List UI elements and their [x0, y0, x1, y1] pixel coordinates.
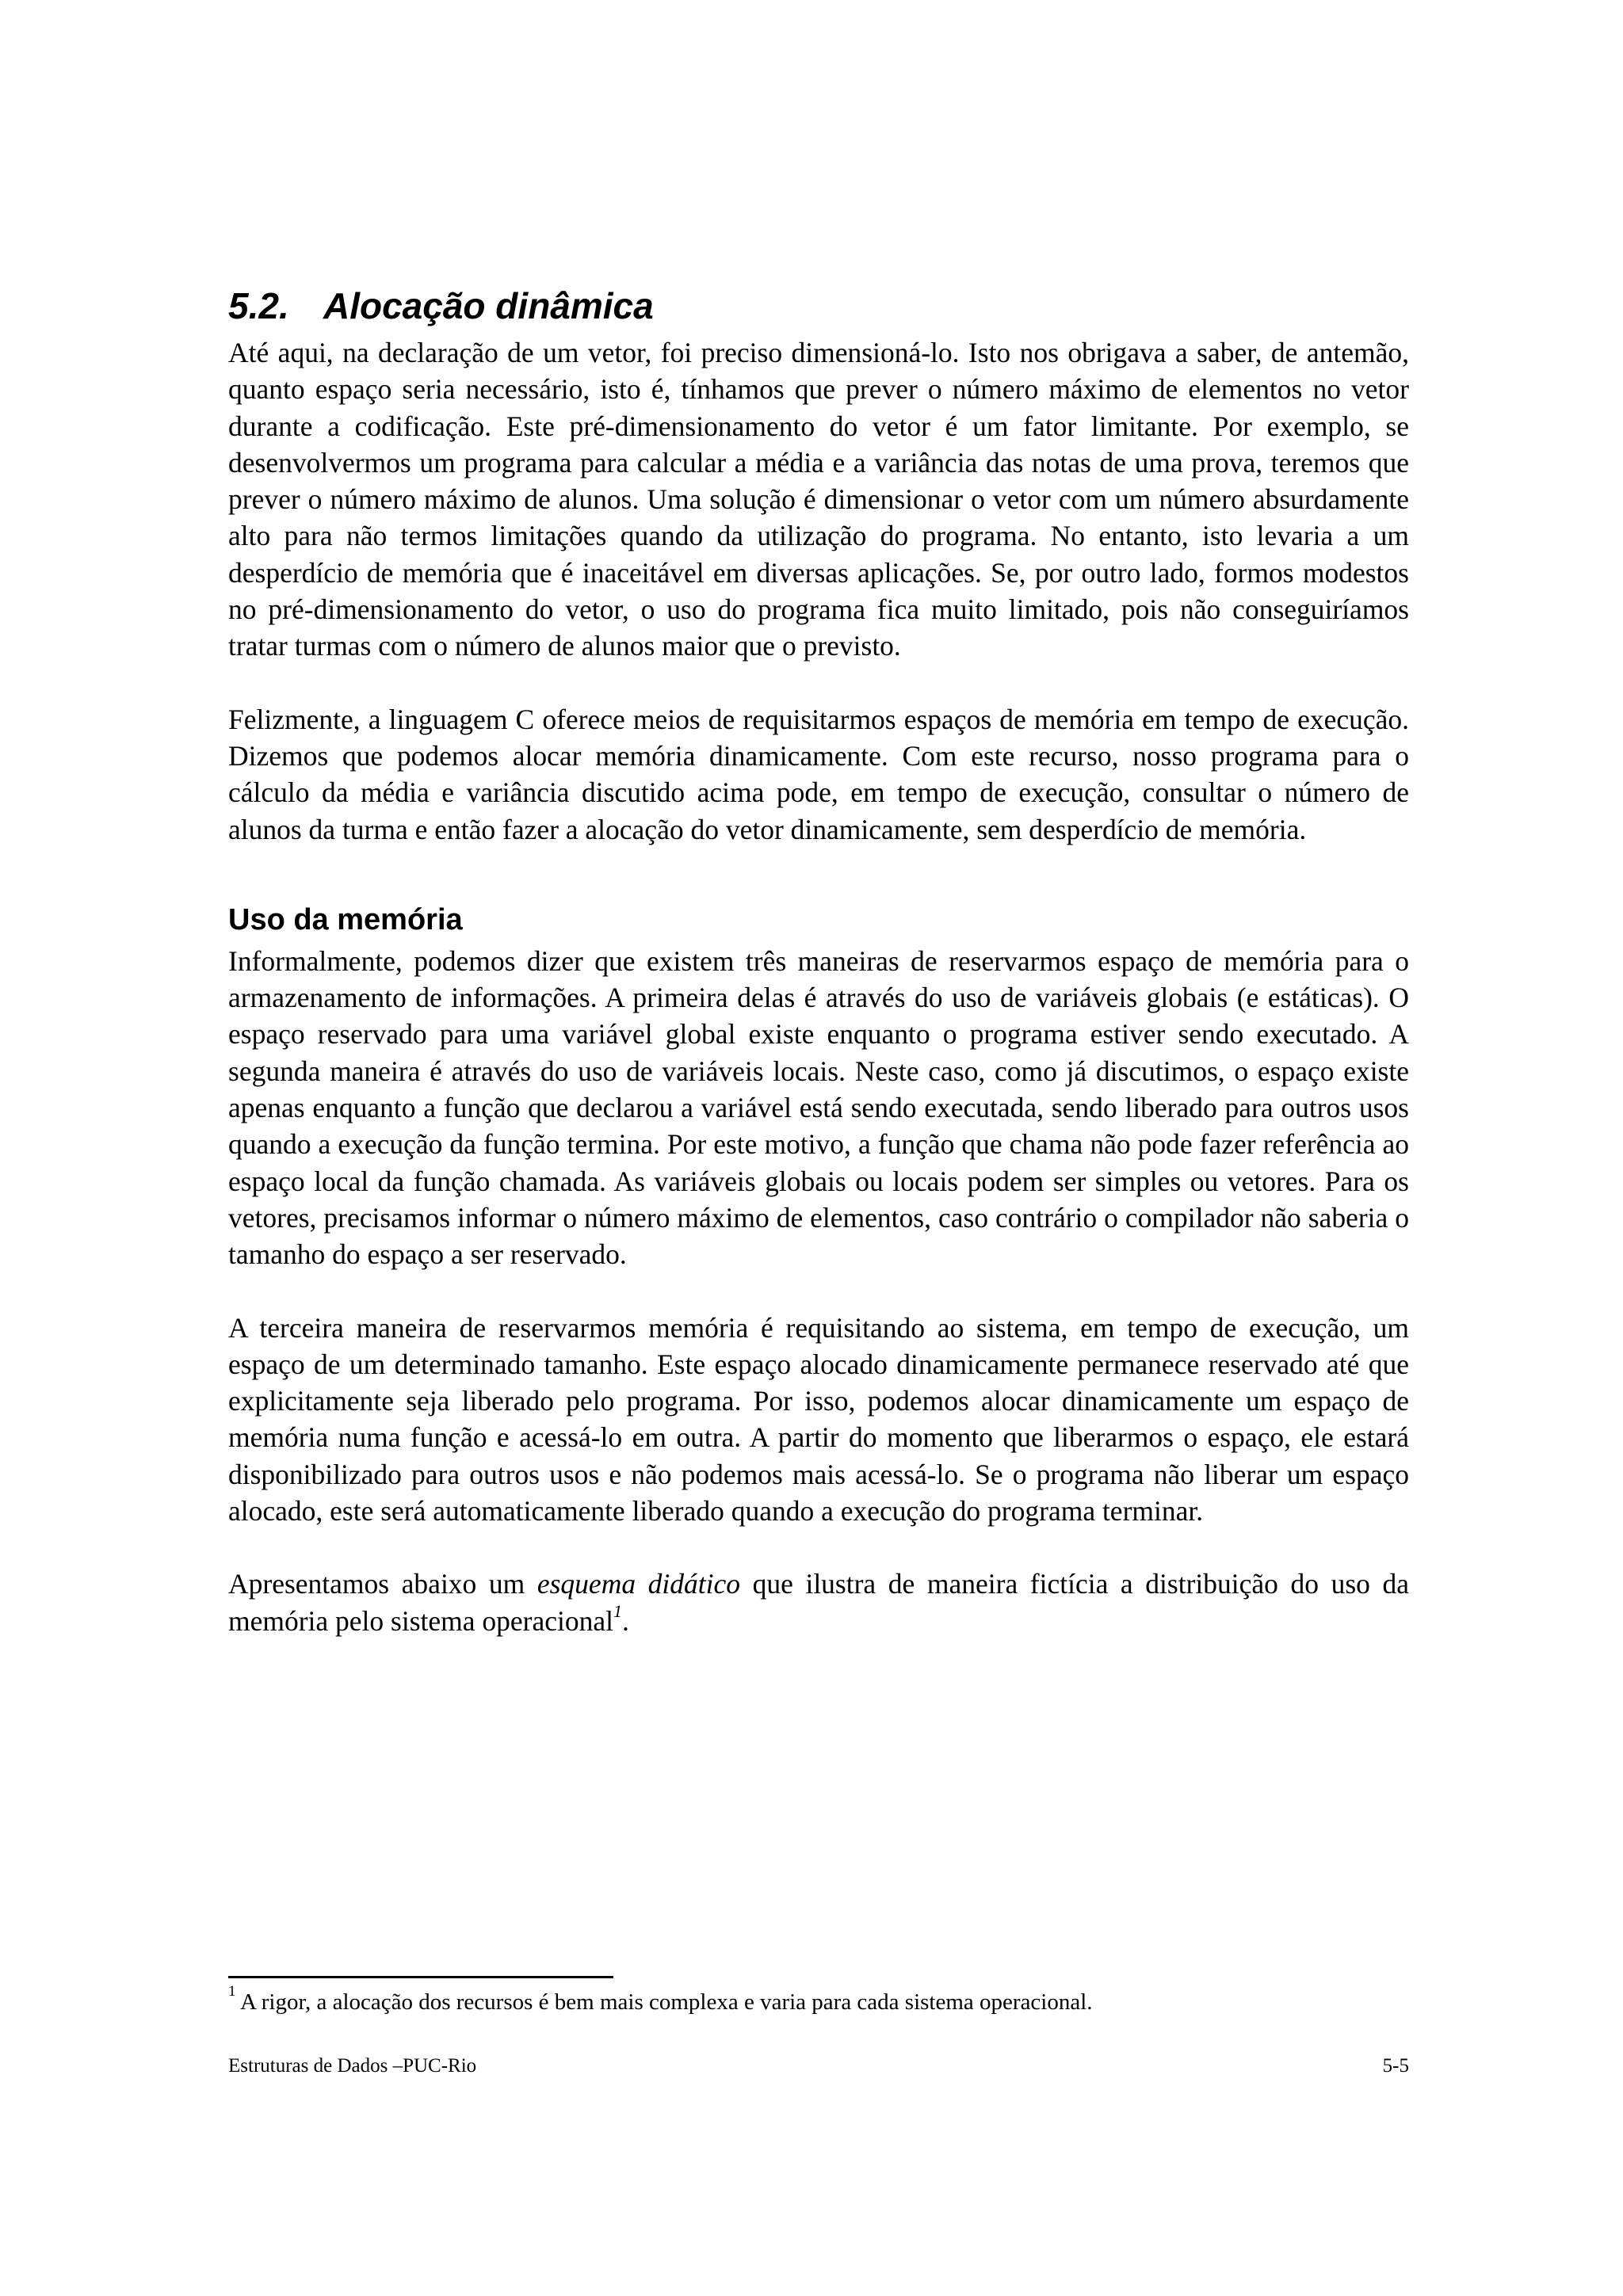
paragraph-intro: Até aqui, na declaração de um vetor, foi preciso dimensioná-lo. Isto nos obrigava a saber, de antemão, quanto espaço seria necessário, isto é, tínhamos que prever o número máximo de elementos no vetor durante a codificação. Este pré-dimensionamento do vetor é um fator limitante. Por exemplo, se desenvolvermos um programa para calcular a média e a variância das notas de uma prova, teremos que prever o número máximo de alunos. Uma solução é dimensionar o vetor com um número absurdamente alto para não termos limitações quando da utilização do programa. No entanto, isto levaria a um desperdício de memória que é inaceitável em diversas aplicações. Se, por outro lado, formos modestos no pré-dimensionamento do vetor, o uso do programa fica muito limitado, pois não conseguiríamos tratar turmas com o número de alunos maior que o previsto.	[228, 337, 1409, 662]
paragraph-memory-usage: Informalmente, podemos dizer que existem três maneiras de reservarmos espaço de memória para o armazenamento de informações. A primeira delas é através do uso de variáveis globais (e estáticas). O espaço reservado para uma variável global existe enquanto o programa estiver sendo executado. A segunda maneira é através do uso de variáveis locais. Neste caso, como já discutimos, o espaço existe apenas enquanto a função que declarou a variável está sendo executada, sendo liberado para outros usos quando a execução da função termina. Por este motivo, a função que chama não pode fazer referência ao espaço local da função chamada. As variáveis globais ou locais podem ser simples ou vetores. Para os vetores, precisamos informar o número máximo de elementos, caso contrário o compilador não saberia o tamanho do espaço a ser reservado.	[228, 944, 1409, 1271]
schema-text-end: .	[621, 1604, 629, 1637]
footnote-separator	[228, 1976, 613, 1978]
footnote	[228, 1983, 1409, 2017]
footnote-text: A rigor, a alocação dos recursos é bem mais complexa e varia para cada sistema operacional.	[235, 1989, 1093, 2015]
footer-left: Estruturas de Dados –PUC-Rio	[228, 2055, 477, 2077]
page-footer	[228, 2054, 1409, 2079]
footnote-marker: 1	[228, 1983, 236, 2000]
paragraph-dynamic-allocation: Felizmente, a linguagem C oferece meios de requisitarmos espaços de memória em tempo de execução. Dizemos que podemos alocar memória dinamicamente. Com este recurso, nosso programa para o cálculo da média e variância discutido acima pode, em tempo de execução, consultar o número de alunos da turma e então fazer a alocação do vetor dinamicamente, sem desperdício de memória.	[228, 703, 1409, 845]
schema-text-after: que ilustra de maneira fictícia a distribuição do uso da memória pelo sistema operacional	[228, 1568, 1409, 1637]
schema-text-before: Apresentamos abaixo um	[228, 1568, 537, 1600]
spacer	[228, 848, 1409, 902]
subsection-title: Uso da memória	[228, 902, 463, 936]
footnote-reference[interactable]	[613, 1601, 622, 1621]
section-heading	[228, 284, 1409, 328]
page-content	[228, 284, 1409, 1639]
page-number: 5-5	[1382, 2055, 1409, 2077]
footnote-reference-number: 1	[613, 1600, 622, 1621]
schema-emphasis: esquema didático	[537, 1568, 741, 1600]
section-title: Alocação dinâmica	[323, 285, 654, 326]
section-number: 5.2.	[228, 285, 289, 326]
paragraph-third-way: A terceira maneira de reservarmos memória é requisitando ao sistema, em tempo de execução, um espaço de um determinado tamanho. Este espaço alocado dinamicamente permanece reservado até que explicitamente seja liberado pelo programa. Por isso, podemos alocar dinamicamente um espaço de memória numa função e acessá-lo em outra. A partir do momento que liberarmos o espaço, ele estará disponibilizado para outros usos e não podemos mais acessá-lo. Se o programa não liberar um espaço alocado, este será automaticamente liberado quando a execução do programa terminar.	[228, 1311, 1409, 1527]
paragraph-schema-intro	[228, 1566, 1409, 1639]
